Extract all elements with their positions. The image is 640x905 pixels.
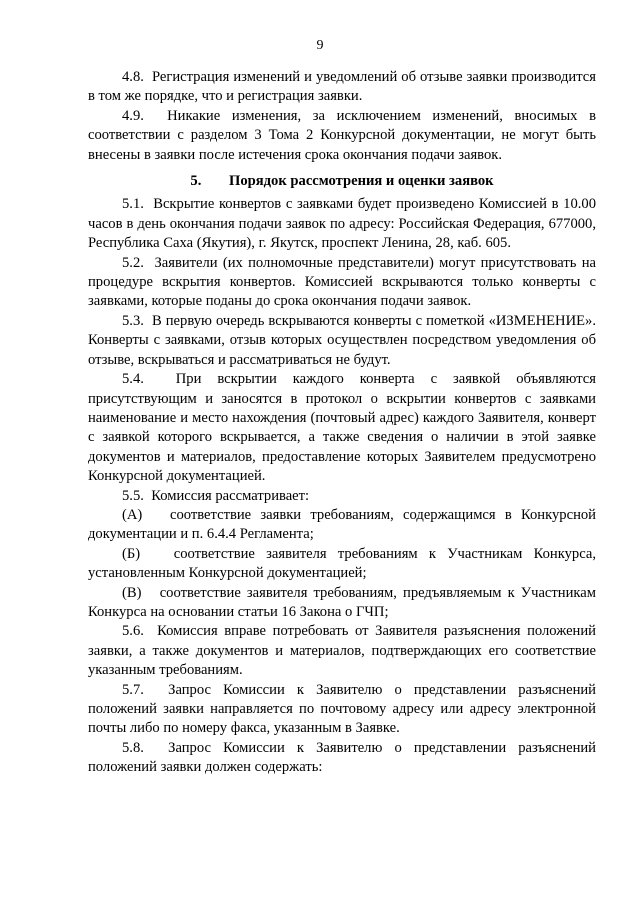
paragraph-4-9: 4.9. Никакие изменения, за исключением изменений, вносимых в соответствии с разделом 3 Тома 2 Конкурсной документации, не могут быть внесены в заявки после истечения срока окончания подачи заявок.	[88, 107, 596, 163]
page-number: 9	[316, 38, 324, 53]
list-item-v: (В) соответствие заявителя требованиям, предъявляемым к Участникам Конкурса на основании статьи 16 Закона о ГЧП;	[88, 584, 596, 620]
section-title: Порядок рассмотрения и оценки заявок	[229, 173, 494, 190]
paragraph-5-3: 5.3. В первую очередь вскрываются конверты с пометкой «ИЗМЕНЕНИЕ». Конверты с заявками, отзыв которых осуществлен посредством уведомления об отзыве, вскрываться и рассматриваться не будут.	[88, 312, 596, 368]
section-heading	[88, 172, 596, 191]
paragraph-4-8: 4.8. Регистрация изменений и уведомлений об отзыве заявки производится в том же порядке, что и регистрация заявки.	[88, 69, 596, 105]
paragraph-5-6: 5.6. Комиссия вправе потребовать от Заявителя разъяснения положений заявки, а также документов и материалов, подтверждающих его соответствие указанным требованиям.	[88, 623, 596, 679]
paragraph-5-8: 5.8. Запрос Комиссии к Заявителю о представлении разъяснений положений заявки должен содержать:	[88, 739, 596, 776]
document-body	[88, 68, 596, 778]
section-number: 5.	[190, 173, 202, 190]
paragraph-5-2: 5.2. Заявители (их полномочные представители) могут присутствовать на процедуре вскрытия конвертов. Комиссией вскрываются только конверты с заявками, которые поданы до срока окончания подачи заявок.	[88, 254, 596, 310]
paragraph-5-5: 5.5. Комиссия рассматривает:	[122, 487, 310, 504]
paragraph-5-7: 5.7. Запрос Комиссии к Заявителю о представлении разъяснений положений заявки направляется по почтовому адресу или адресу электронной почты либо по номеру факса, указанным в Заявке.	[88, 681, 596, 737]
list-item-a: (А) соответствие заявки требованиям, содержащимся в Конкурсной документации и п. 6.4.4 Регламента;	[88, 506, 596, 543]
paragraph-5-1: 5.1. Вскрытие конвертов с заявками будет произведено Комиссией в 10.00 часов в день окончания подачи заявок по адресу: Российская Федерация, 677000, Республика Саха (Якутия), г. Якутск, проспект Ленина, 28, каб. 605.	[88, 196, 596, 252]
list-item-b: (Б) соответствие заявителя требованиям к Участникам Конкурса, установленным Конкурсной документацией;	[88, 545, 596, 582]
paragraph-5-4: 5.4. При вскрытии каждого конверта с заявкой объявляются присутствующим и заносятся в протокол о вскрытии конвертов с заявками наименование и место нахождения (почтовый адрес) каждого Заявителя, конверт с заявкой которого вскрывается, а также сведения о наличии в этой заявке документов и материалов, предоставление которых Заявителем предусмотрено Конкурсной документацией.	[88, 371, 596, 485]
